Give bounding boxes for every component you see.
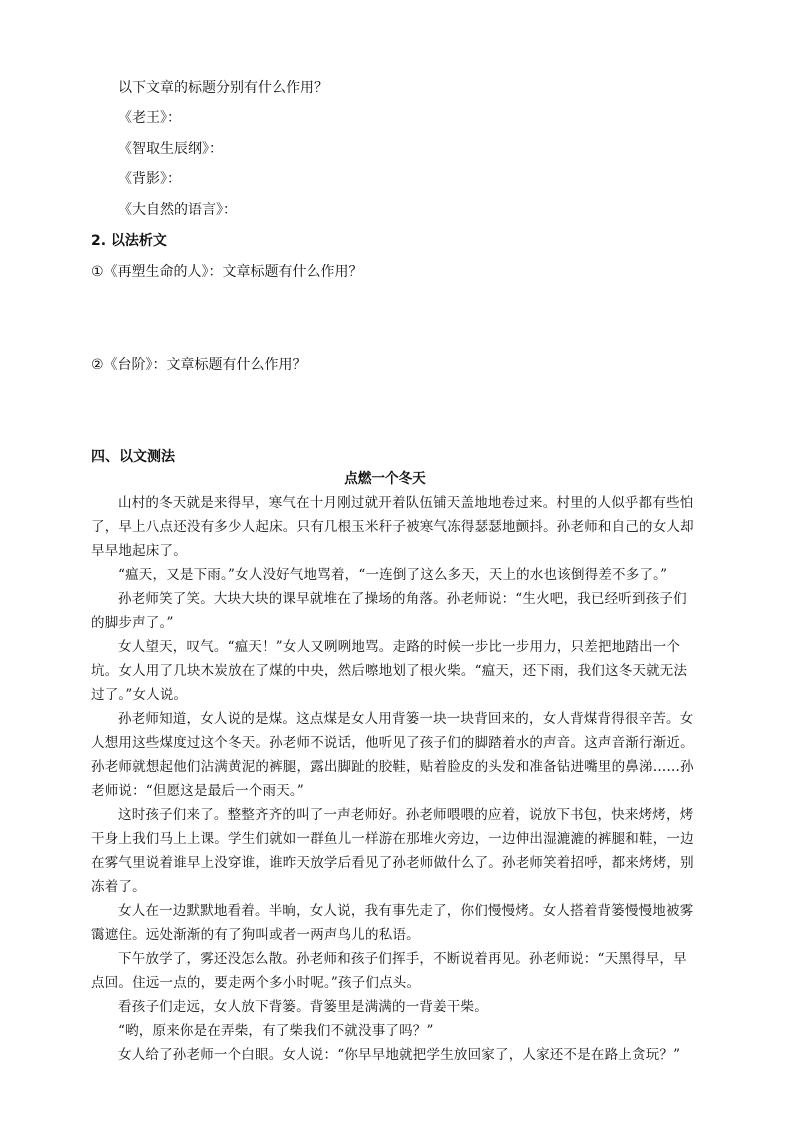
story-line: 冻着了。 bbox=[91, 879, 146, 895]
story-line: “瘟天，又是下雨。”女人没好气地骂着，“一连倒了这么多天，天上的水也该倒得差不多了。” bbox=[118, 567, 668, 583]
part1-question: 以下文章的标题分别有什么作用？ bbox=[118, 80, 328, 96]
title-zhiqu: 《智取生辰纲》： bbox=[118, 141, 223, 157]
section-heading-4: 四、以文测法 bbox=[91, 449, 175, 465]
story-line: 老师说：“但愿这是最后一个雨天。” bbox=[91, 783, 304, 799]
story-line: 这时孩子们来了。整整齐齐的叫了一声老师好。孙老师喂喂的应着，说放下书包，快来烤烤，烤 bbox=[118, 807, 694, 823]
story-line: 山村的冬天就是来得早，寒气在十月刚过就开着队伍铺天盖地地卷过来。村里的人似乎都有些怕 bbox=[118, 495, 694, 511]
story-line: 下午放学了，雾还没怎么散。孙老师和孩子们挥手，不断说着再见。孙老师说：“天黑得早，早 bbox=[118, 951, 687, 967]
story-line: “哟，原来你是在弄柴，有了柴我们不就没事了吗？” bbox=[118, 1023, 434, 1039]
story-line: 的脚步声了。” bbox=[91, 615, 174, 631]
story-line: 过了。”女人说。 bbox=[91, 687, 188, 703]
story-line: 孙老师就想起他们沾满黄泥的裤腿，露出脚趾的胶鞋，贴着脸皮的头发和准备钻进嘴里的鼻涕……孙 bbox=[91, 759, 694, 775]
story-line: 点回。住远一点的，要走两个多小时呢。”孩子们点头。 bbox=[91, 975, 421, 991]
story-line: 女人望天，叹气。“瘟天！”女人又咧咧地骂。走路的时候一步比一步用力，只差把地踏出一个 bbox=[118, 639, 681, 655]
story-line: 孙老师笑了笑。大块大块的课早就堆在了操场的角落。孙老师说：“生火吧，我已经听到孩子们 bbox=[118, 591, 687, 607]
title-laowang: 《老王》： bbox=[118, 110, 181, 126]
question-2: ②《台阶》：文章标题有什么作用？ bbox=[91, 357, 307, 373]
story-line: 了，早上八点还没有多少人起床。只有几根玉米秆子被寒气冻得瑟瑟地颤抖。孙老师和自己的女人却 bbox=[91, 519, 694, 535]
story-line: 霭遮住。远处渐渐的有了狗叫或者一两声鸟儿的私语。 bbox=[91, 927, 420, 943]
question-1: ①《再塑生命的人》：文章标题有什么作用？ bbox=[91, 264, 363, 280]
story-line: 看孩子们走远，女人放下背篓。背篓里是满满的一背姜干柴。 bbox=[118, 999, 488, 1015]
story-line: 女人在一边默默地看着。半晌，女人说，我有事先走了，你们慢慢烤。女人搭着背篓慢慢地被雾 bbox=[118, 903, 694, 919]
story-line: 孙老师知道，女人说的是煤。这点煤是女人用背篓一块一块背回来的，女人背煤背得很辛苦。女 bbox=[118, 711, 694, 727]
story-line: 早早地起床了。 bbox=[91, 543, 187, 559]
story-title: 点燃一个冬天 bbox=[344, 471, 426, 487]
story-line: 坑。女人用了几块木炭放在了煤的中央，然后嚓地划了根火柴。“瘟天，还下雨，我们这冬天就无法 bbox=[91, 663, 688, 679]
title-beiying: 《背影》： bbox=[118, 171, 181, 187]
story-line: 干身上我们马上上课。学生们就如一群鱼儿一样游在那堆火旁边，一边伸出湿漉漉的裤腿和鞋，一边 bbox=[91, 831, 694, 847]
story-line: 在雾气里说着谁早上没穿谁，谁昨天放学后看见了孙老师做什么了。孙老师笑着招呼，都来烤烤，别 bbox=[91, 855, 694, 871]
story-line: 人想用这些煤度过这个冬天。孙老师不说话，他听见了孩子们的脚踏着水的声音。这声音渐行渐近。 bbox=[91, 735, 694, 751]
title-daziran: 《大自然的语言》： bbox=[118, 202, 237, 218]
section-heading-2: 2. 以法析文 bbox=[91, 233, 167, 249]
story-line: 女人给了孙老师一个白眼。女人说：“你早早地就把学生放回家了，人家还不是在路上贪玩？” bbox=[118, 1047, 681, 1063]
